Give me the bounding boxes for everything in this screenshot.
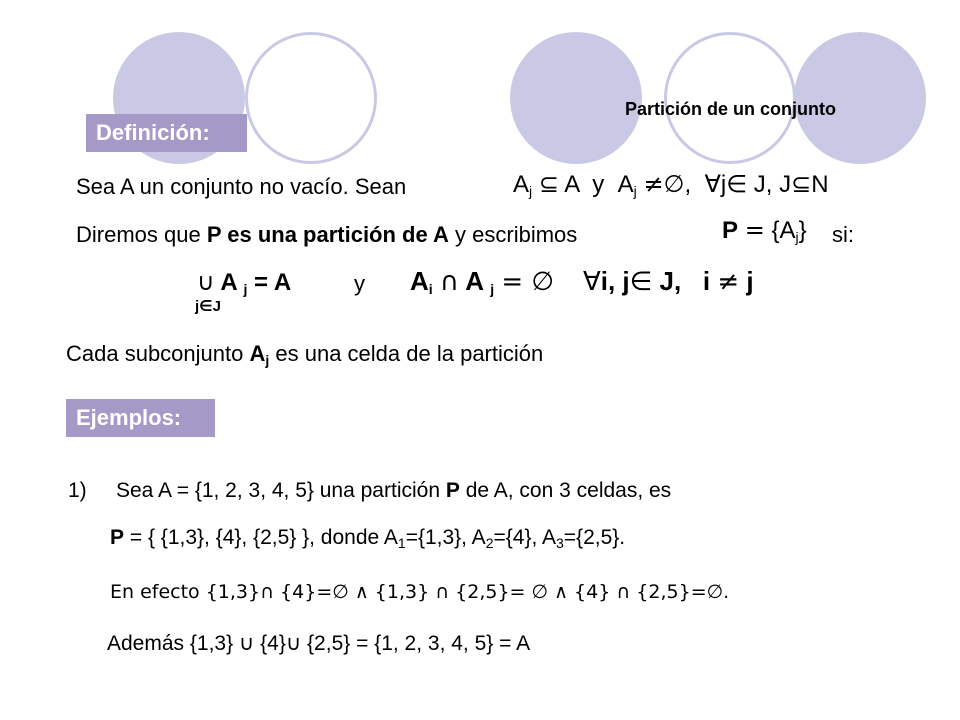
decor-circle-5 xyxy=(794,32,926,164)
line2-bold: P es una partición de A xyxy=(206,222,449,247)
decor-circle-4 xyxy=(664,32,796,164)
condition-and: y xyxy=(354,271,365,296)
example-a1: ={1,3}, A xyxy=(405,526,486,549)
formula-partition: $P = \{A_j\}$ xyxy=(722,216,807,245)
example-line-2 xyxy=(110,526,625,550)
formula-subsets: $A_j$ ⊆ A y $A_j$ ≠∅, ∀j∈ J, J⊆N xyxy=(513,170,829,199)
decor-circle-2 xyxy=(245,32,377,164)
example-line-1-post: de A, con 3 celdas, es xyxy=(465,479,672,502)
example-number: 1) xyxy=(68,479,87,502)
decor-circle-3 xyxy=(510,32,642,164)
formula-disjoint: $A_i$ ∩ A $_j$ = ∅ ∀i, j∈ J, i ≠ j xyxy=(410,266,754,297)
sub-3: 3 xyxy=(556,535,564,551)
line2-post: y escribimos xyxy=(455,222,578,247)
example-a2: ={4}, A xyxy=(493,526,556,549)
line2-pre: Diremos que xyxy=(76,222,201,247)
definition-line-2-end: si: xyxy=(832,222,854,247)
sub-2: 2 xyxy=(485,535,494,551)
cell-bold: A xyxy=(249,341,266,366)
example-line-1-pre: Sea A = {1, 2, 3, 4, 5} una partición xyxy=(116,479,441,502)
example-line-2-text: = { {1,3}, {4}, {2,5} }, donde A xyxy=(129,526,398,549)
slide-title: Partición de un conjunto xyxy=(625,99,836,119)
formula-union: ∪ A $_j$ = A xyxy=(197,268,292,297)
definition-badge: Definición: xyxy=(86,114,247,152)
example-line-3: En efecto {1,3}∩ {4}=∅ ∧ {1,3} ∩ {2,5}= ∅ ∧ {4} ∩ {2,5}=∅. xyxy=(110,581,730,603)
example-line-2-bold: P xyxy=(110,526,125,549)
sub-1: 1 xyxy=(397,535,406,551)
cell-pre: Cada subconjunto xyxy=(66,341,244,366)
formula-union-index: j∈J xyxy=(195,297,221,315)
cell-post: es una celda de la partición xyxy=(275,341,544,366)
examples-badge: Ejemplos: xyxy=(66,399,215,437)
example-line-1 xyxy=(116,479,671,503)
definition-line-2 xyxy=(76,222,577,248)
example-line-1-bold: P xyxy=(445,479,460,502)
example-a3: ={2,5}. xyxy=(563,526,626,549)
definition-line-1: Sea A un conjunto no vacío. Sean xyxy=(76,174,407,199)
example-line-4: Además {1,3} ∪ {4}∪ {2,5} = {1, 2, 3, 4, 5} = A xyxy=(107,632,531,655)
cell-definition xyxy=(66,341,543,367)
cell-sub: j xyxy=(265,352,270,368)
